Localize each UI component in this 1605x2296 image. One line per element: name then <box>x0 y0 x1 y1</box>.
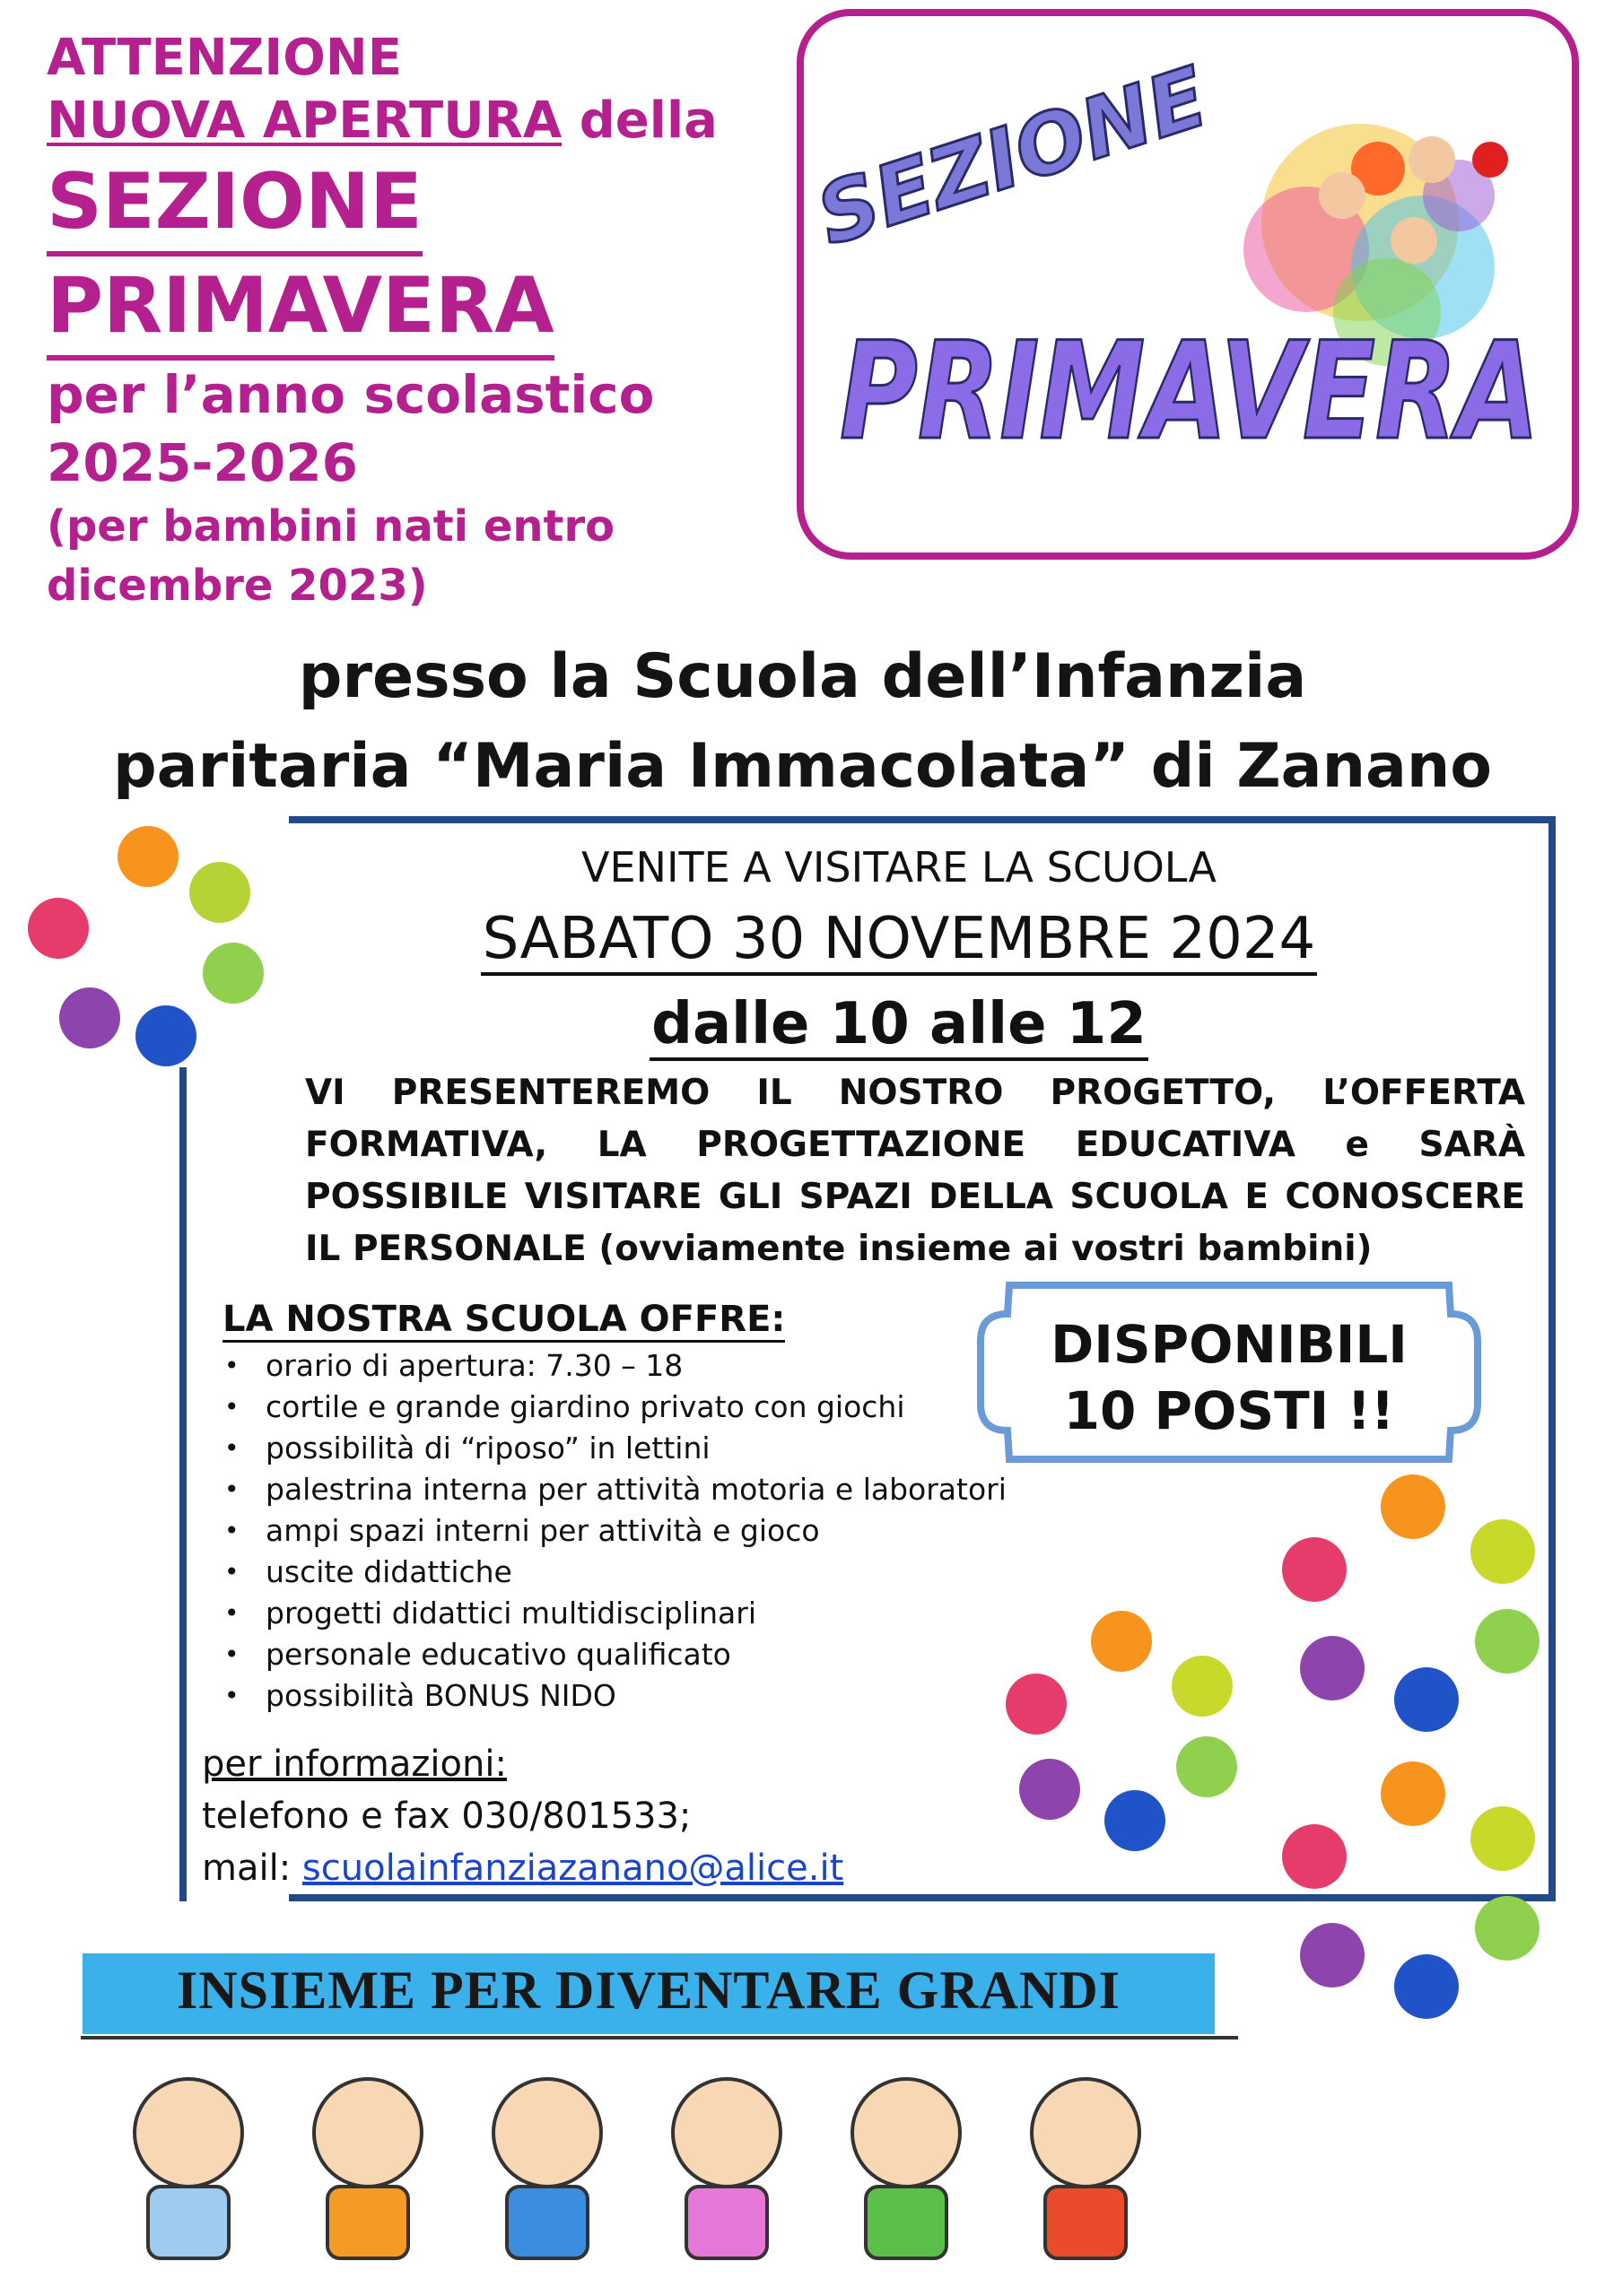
logo-illustration <box>804 16 1572 552</box>
school-year-label: per l’anno scolastico <box>47 364 655 425</box>
new-opening-line <box>47 90 800 152</box>
list-item: • progetti didattici multidisciplinari <box>222 1593 1003 1634</box>
visit-hours-text: dalle 10 alle 12 <box>650 991 1148 1061</box>
attention-label: ATTENZIONE <box>47 29 402 87</box>
contacts-phone: telefono e fax 030/801533; <box>202 1796 692 1837</box>
list-item: • possibilità BONUS NIDO <box>222 1675 1003 1717</box>
visit-date-text: SABATO 30 NOVEMBRE 2024 <box>481 906 1318 976</box>
offers-list <box>222 1345 1007 1717</box>
contacts-mail-row <box>202 1842 843 1894</box>
banner-text: INSIEME PER DIVENTARE GRANDI <box>176 1961 1121 2020</box>
availability-line-1: DISPONIBILI <box>1051 1314 1408 1375</box>
colored-hands-wreath-icon <box>987 1605 1256 1857</box>
visit-hours <box>289 991 1509 1057</box>
hanging-children-illustration <box>81 2034 1238 2294</box>
list-item: • possibilità di “riposo” in lettini <box>222 1428 1003 1469</box>
contacts <box>202 1738 843 1894</box>
list-item: • ampi spazi interni per attività e gioco <box>222 1510 1003 1552</box>
visit-description: VI PRESENTEREMO IL NOSTRO PROGETTO, L’OFFERTA FORMATIVA, LA PROGETTAZIONE EDUCATIVA e SARÀ POSSIBILE VISITARE GLI SPAZI DELLA SCUOLA E CONOSCERE IL PERSONALE (ovviamente insieme ai vostri bambini) <box>305 1073 1525 1269</box>
list-item: • uscite didattiche <box>222 1552 1003 1593</box>
logo-word-primavera: PRIMAVERA <box>840 314 1540 470</box>
email-link[interactable]: scuolainfanziazanano@alice.it <box>301 1848 844 1889</box>
colored-hands-wreath-icon <box>1265 1758 1561 2027</box>
list-item: • orario di apertura: 7.30 – 18 <box>222 1345 1003 1387</box>
school-name <box>0 632 1605 812</box>
logo-word-sezione: SEZIONE <box>806 48 1218 265</box>
list-item: • palestrina interna per attività motoria e laboratori <box>222 1469 1003 1510</box>
title-primavera: PRIMAVERA <box>47 257 554 361</box>
availability-text <box>973 1311 1485 1444</box>
new-opening-label: NUOVA APERTURA <box>47 91 563 150</box>
school-year: 2025-2026 <box>47 432 358 493</box>
birth-note-1: (per bambini nati entro <box>47 501 615 552</box>
birth-note-2: dicembre 2023) <box>47 561 428 611</box>
visit-date <box>289 906 1509 972</box>
list-item: • cortile e grande giardino privato con giochi <box>222 1387 1003 1428</box>
colored-hands-wreath-icon <box>1265 1471 1561 1740</box>
availability-line-2: 10 POSTI !! <box>1063 1380 1395 1441</box>
school-line-2: paritaria “Maria Immacolata” di Zanano <box>112 731 1492 802</box>
della-label: della <box>562 91 718 150</box>
contacts-heading: per informazioni: <box>202 1744 507 1785</box>
offers-title: LA NOSTRA SCUOLA OFFRE: <box>222 1299 785 1343</box>
contacts-mail-label: mail: <box>202 1848 302 1889</box>
announcement-header <box>47 27 800 615</box>
school-line-1: presso la Scuola dell’Infanzia <box>298 641 1307 712</box>
list-item: • personale educativo qualificato <box>222 1634 1003 1675</box>
colored-hands-wreath-icon <box>18 821 278 1081</box>
visit-heading: VENITE A VISITARE LA SCUOLA <box>581 843 1217 891</box>
title-sezione: SEZIONE <box>47 152 423 257</box>
info-frame-left-border <box>179 1067 187 1901</box>
sezione-primavera-logo <box>797 9 1579 560</box>
